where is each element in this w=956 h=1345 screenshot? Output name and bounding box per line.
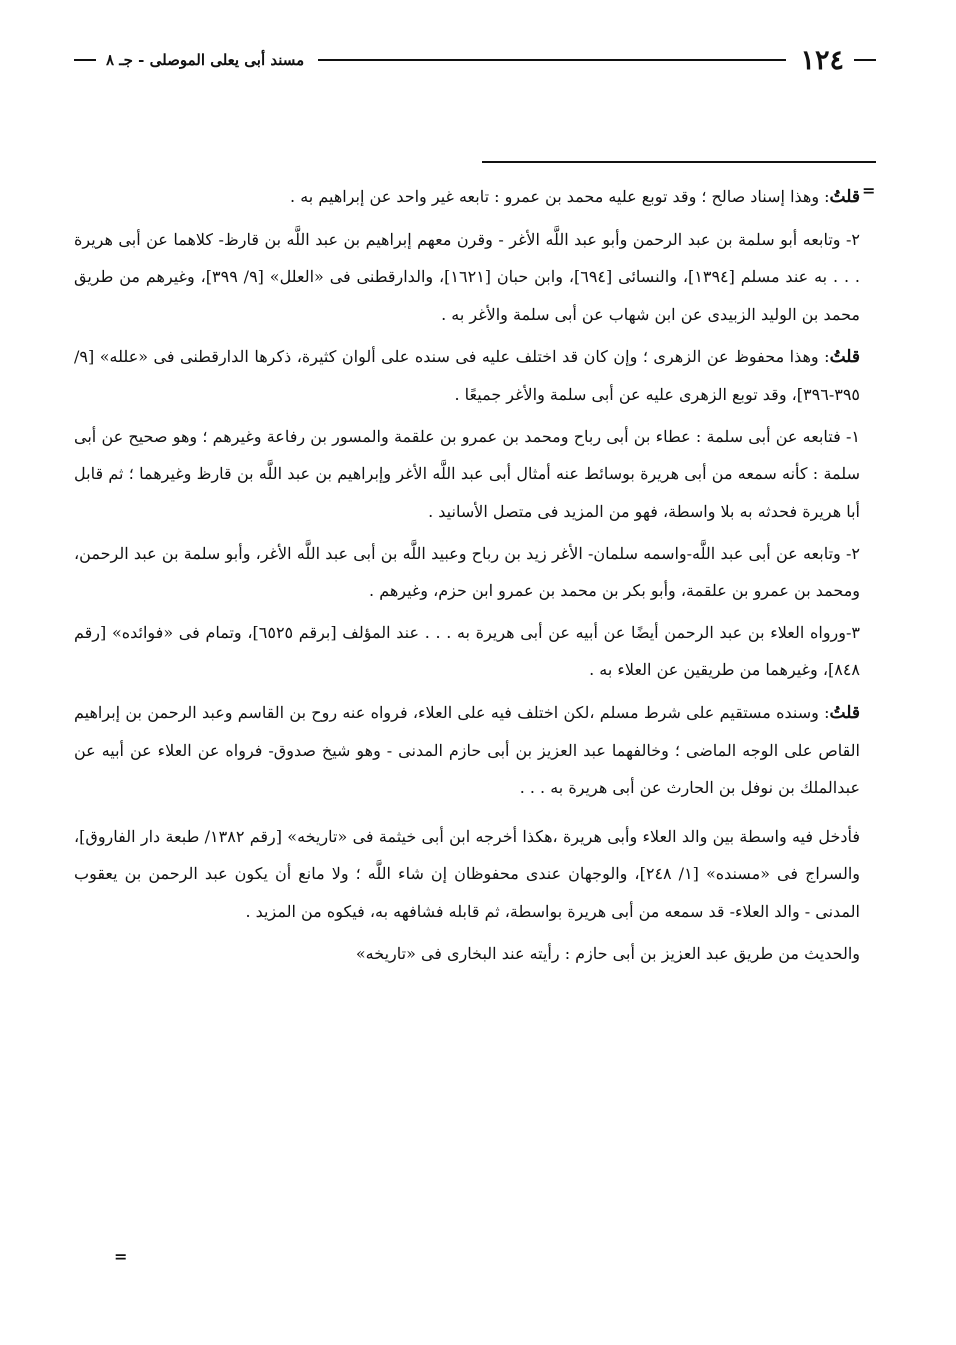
paragraph-6 xyxy=(74,614,860,688)
paragraph-text: : وهذا محفوظ عن الزهرى ؛ وإن كان قد اختلف عليه فى سنده على ألوان كثيرة، ذكرها الدارقطنى فى «علله» [٩/ ٣٩٥-٣٩٦]، وقد توبع الزهرى عليه عن أبى سلمة والأغر جميعًا . xyxy=(74,346,860,405)
running-title: مسند أبى يعلى الموصلى - جـ ٨ xyxy=(106,51,305,69)
paragraph-text: والحديث من طريق عبد العزيز بن أبى حازم : رأيته عند البخارى فى «تاريخه» xyxy=(355,943,860,963)
paragraph-5 xyxy=(74,535,860,609)
page-number: ١٢٤ xyxy=(800,44,844,76)
paragraph-7 xyxy=(74,694,860,807)
paragraph-text: : وهذا إسناد صالح ؛ وقد توبع عليه محمد بن عمرو : تابعه غير واحد عن إبراهيم به . xyxy=(290,187,830,206)
paragraph-text: فأدخل فيه واسطة بين والد العلاء وأبى هريرة ،هكذا أخرجه ابن أبى خيثمة فى «تاريخه» [رقم ١٣٨٢/ طبعة دار الفاروق]، والسراج فى «مسنده» [١/ ٢٤٨]، والوجهان عندى محفوظان إن شاء اللَّه ؛ ولا مانع أن يكون عبد الرحمن بن يعقوب المدنى - والد العلاء- قد سمعه من أبى هريرة بواسطة، ثم قابله فشافهه به، فيكوه من المزيد . xyxy=(74,827,861,921)
qultu-lead: قلتُ xyxy=(829,187,860,207)
paragraph-text: : وسنده مستقيم على شرط مسلم ،لكن اختلف فيه على العلاء، فرواه عنه روح بن القاسم وعبد الرحمن بن إبراهيم القاص على الوجه الماضى ؛ وخالفهما عبد العزيز بن أبى حازم المدنى - وهو شيخ صدوق- فرواه عن العلاء عن أبيه عن عبدالملك بن نوفل بن الحارث عن أبى هريرة به . . . xyxy=(74,702,860,798)
footnote-body xyxy=(74,178,860,977)
qultu-lead: قلتُ xyxy=(829,702,860,723)
footnote-separator xyxy=(482,161,876,163)
paragraph-text: ١- فتابعه عن أبى سلمة : عطاء بن أبى رباح ومحمد بن عمرو بن علقمة والمسور بن رفاعة وغيرهم ؛ وهو صحيح عن أبى سلمة : كأنه سمعه من أبى هريرة بوسائط عنه أمثال أبى عبد اللَّه الأغر وإبراهيم بن عبد اللَّه بن قارظ وغيرهما ؛ ثم قابل أبا هريرة فحدثه به بلا واسطة، فهو من المزيد فى متصل الأسانيد . xyxy=(74,427,861,521)
paragraph-text: ٢- وتابعه عن أبى عبد اللَّه-واسمه سلمان- الأغر زيد بن رباح وعبيد اللَّه بن أبى عبد اللَّه الأغر، وأبو سلمة بن عبد الرحمن، ومحمد بن عمرو بن علقمة، وأبو بكر بن محمد بن عمرو ابن حزم، وغيرهم . xyxy=(74,543,860,601)
paragraph-text: ٣-ورواه العلاء بن عبد الرحمن أيضًا عن أبيه عن أبى هريرة به . . . عند المؤلف [برقم ٦٥٢٥]، وتمام فى «فوائده» [رقم ٨٤٨]، وغيرهما من طريقين عن العلاء به . xyxy=(74,623,861,680)
header-rule xyxy=(318,59,786,61)
qultu-lead: قلتُ xyxy=(829,346,861,367)
paragraph-3 xyxy=(74,338,860,413)
continuation-mark-start: = xyxy=(862,181,876,200)
paragraph-4 xyxy=(74,418,860,530)
running-header xyxy=(70,44,880,76)
header-dash-left xyxy=(74,59,96,61)
paragraph-2 xyxy=(74,221,860,333)
paragraph-1 xyxy=(74,178,860,216)
paragraph-text: ٢- وتابعه أبو سلمة بن عبد الرحمن وأبو عبد اللَّه الأغر - وقرن معهم إبراهيم بن عبد اللَّه بن قارظ- كلاهما عن أبى هريرة . . . به عند مسلم [١٣٩٤]، والنسائى [٦٩٤]، وابن حبان [١٦٢١]، والدارقطنى فى «العلل» [٩/ ٣٩٩]، وغيرهم من طريق محمد بن الوليد الزبيدى عن ابن شهاب عن أبى سلمة والأغر به . xyxy=(74,230,861,324)
header-dash-right xyxy=(854,59,876,61)
paragraph-8 xyxy=(74,818,860,930)
paragraph-9 xyxy=(74,935,860,972)
continuation-mark-end: = xyxy=(114,1247,128,1266)
